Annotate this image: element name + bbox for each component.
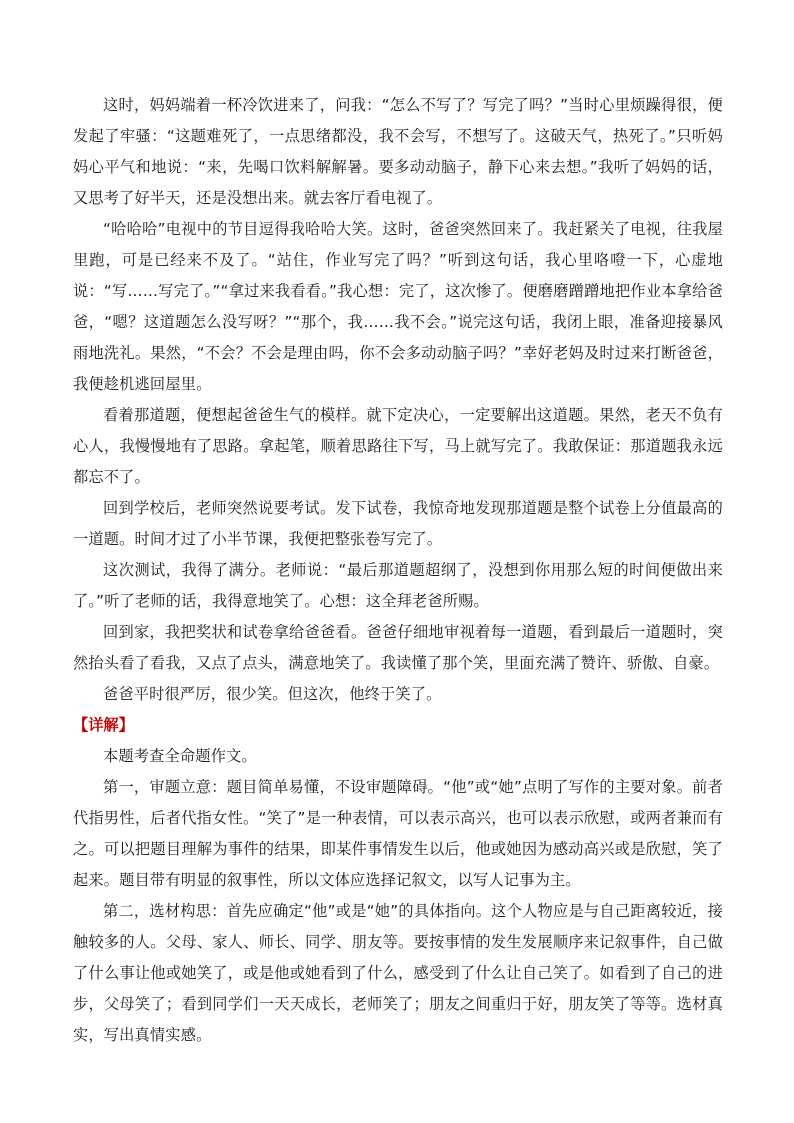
explain-paragraph-1: 本题考查全命题作文。	[103, 747, 257, 765]
section-heading-explanation: 【详解】	[73, 716, 134, 734]
story-paragraph-3: 看着那道题，便想起爸爸生气的模样。就下定决心，一定要解出这道题。果然，老天不负有心人，我慢慢地有了思路。拿起笔，顺着思路往下写，马上就写完了。我敢保证：那道题我永远都忘不了。	[73, 406, 723, 486]
story-paragraph-5: 这次测试，我得了满分。老师说：“最后那道题超纲了，没想到你用那么短的时间便做出来了。”听了老师的话，我得意地笑了。心想：这全拜老爸所赐。	[73, 561, 723, 610]
explain-paragraph-3: 第二，选材构思：首先应确定“他”或是“她”的具体指向。这个人物应是与自己距离较近，接触较多的人。父母、家人、师长、同学、朋友等。要按事情的发生发展顺序来记叙事件，自己做了什么事让他或她笑了，或是他或她看到了什么，感受到了什么让自己笑了。如看到了自己的进步，父母笑了；看到同学们一天天成长，老师笑了；朋友之间重归于好，朋友笑了等等。选材真实，写出真情实感。	[73, 902, 723, 1044]
story-paragraph-4: 回到学校后，老师突然说要考试。发下试卷，我惊奇地发现那道题是整个试卷上分值最高的一道题。时间才过了小半节课，我便把整张卷写完了。	[73, 499, 723, 548]
story-paragraph-7: 爸爸平时很严厉，很少笑。但这次，他终于笑了。	[103, 685, 442, 703]
story-paragraph-1: 这时，妈妈端着一杯冷饮进来了，问我：“怎么不写了？写完了吗？”当时心里烦躁得很，便发起了牢骚：“这题难死了，一点思绪都没，我不会写，不想写了。这破天气，热死了。”只听妈妈心平气和地说：“来，先喝口饮料解解暑。要多动动脑子，静下心来去想。”我听了妈妈的话，又思考了好半天，还是没想出来。就去客厅看电视了。	[73, 96, 723, 207]
story-paragraph-2: “哈哈哈”电视中的节目逗得我哈哈大笑。这时，爸爸突然回来了。我赶紧关了电视，往我屋里跑，可是已经来不及了。“站住，作业写完了吗？”听到这句话，我心里咯噔一下，心虚地说：“写……写完了。”“拿过来我看看。”我心想：完了，这次惨了。便磨磨蹭蹭地把作业本拿给爸爸，“嗯？这道题怎么没写呀？”“那个，我……我不会。”说完这句话，我闭上眼，准备迎接暴风雨地洗礼。果然，“不会？不会是理由吗，你不会多动动脑子吗？”幸好老妈及时过来打断爸爸，我便趁机逃回屋里。	[73, 220, 723, 393]
explain-paragraph-2: 第一，审题立意：题目简单易懂，不设审题障碍。“他”或“她”点明了写作的主要对象。前者代指男性，后者代指女性。“笑了”是一种表情，可以表示高兴，也可以表示欣慰，或两者兼而有之。可以把题目理解为事件的结果，即某件事情发生以后，他或她因为感动高兴或是欣慰，笑了起来。题目带有明显的叙事性，所以文体应选择记叙文，以写人记事为主。	[73, 778, 723, 889]
story-paragraph-6: 回到家，我把奖状和试卷拿给爸爸看。爸爸仔细地审视着每一道题，看到最后一道题时，突然抬头看了看我，又点了点头，满意地笑了。我读懂了那个笑，里面充满了赞许、骄傲、自豪。	[73, 623, 723, 672]
document-page	[73, 90, 723, 1051]
